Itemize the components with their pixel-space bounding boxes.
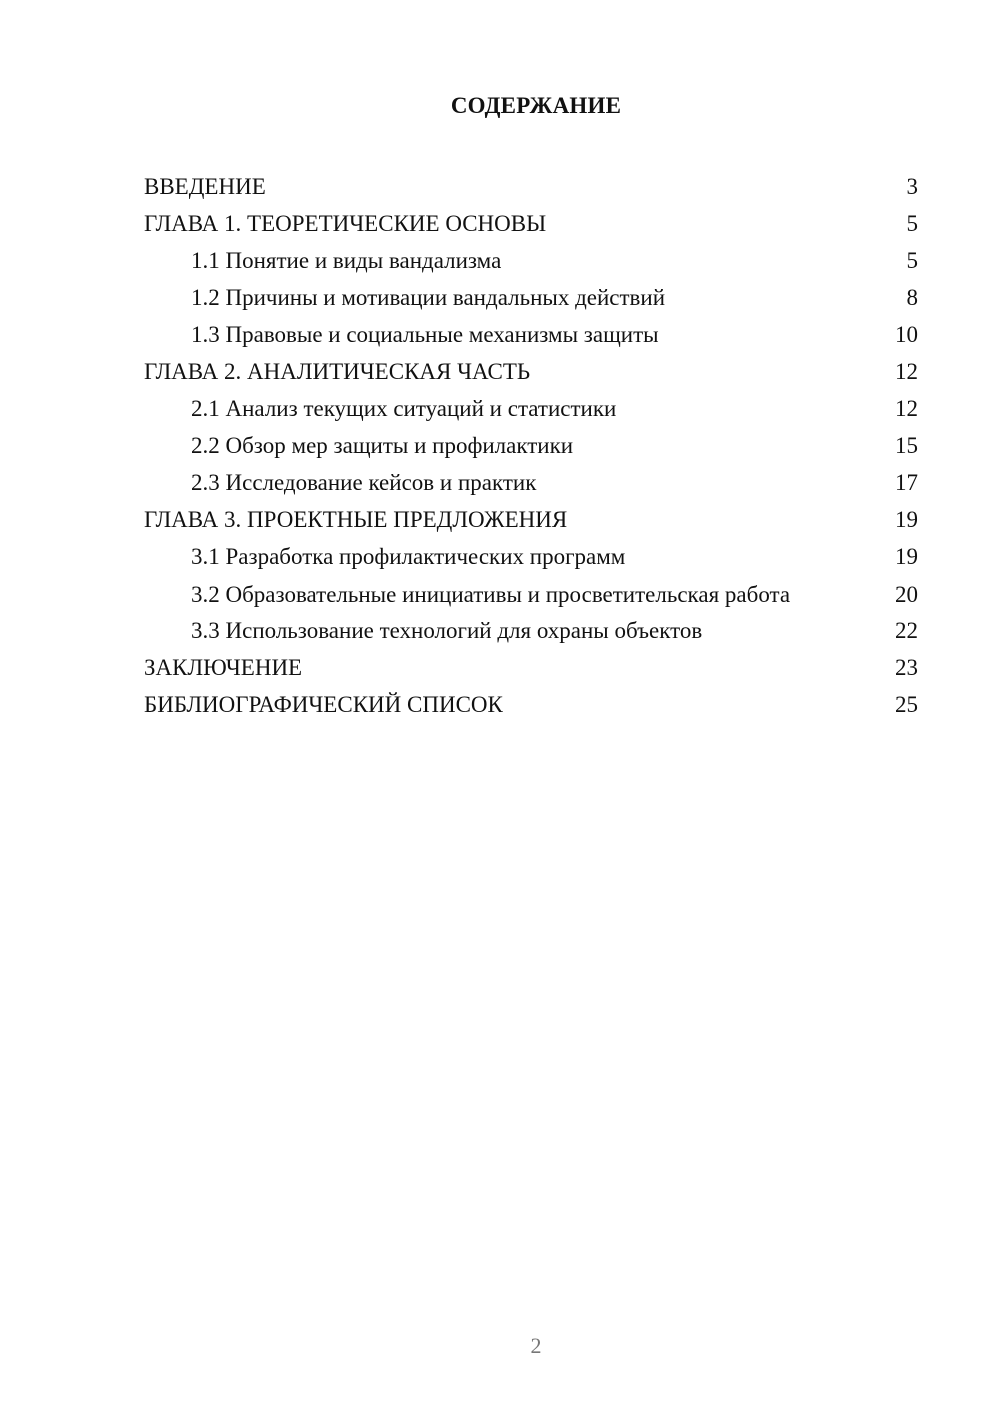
toc-entry-label: ГЛАВА 2. АНАЛИТИЧЕСКАЯ ЧАСТЬ — [144, 359, 531, 384]
toc-entry-label: 1.1 Понятие и виды вандализма — [191, 248, 502, 273]
toc-entry-label: 3.2 Образовательные инициативы и просветительская работа — [191, 582, 791, 607]
toc-entry-section-1-3 — [144, 316, 918, 353]
toc-entry-section-1-1 — [144, 242, 918, 279]
toc-entry-label: 1.3 Правовые и социальные механизмы защиты — [191, 322, 659, 347]
toc-entry-section-3-3 — [144, 612, 918, 649]
toc-entry-page: 23 — [895, 655, 918, 680]
toc-entry-conclusion — [144, 649, 918, 686]
toc-entry-chapter-1 — [144, 205, 918, 242]
toc-entry-page: 15 — [895, 433, 918, 458]
toc-entry-introduction — [144, 168, 918, 205]
toc-entry-page: 20 — [895, 582, 918, 607]
toc-entry-label: БИБЛИОГРАФИЧЕСКИЙ СПИСОК — [144, 692, 503, 717]
toc-entry-section-3-1 — [144, 538, 918, 575]
toc-entry-bibliography — [144, 686, 918, 723]
toc-entry-label: 3.3 Использование технологий для охраны объектов — [191, 618, 703, 643]
toc-entry-page: 19 — [895, 544, 918, 569]
page-number: 2 — [530, 1333, 542, 1358]
toc-entry-section-2-2 — [144, 427, 918, 464]
toc-entry-page: 12 — [895, 359, 918, 384]
toc-entry-label: 2.2 Обзор мер защиты и профилактики — [191, 433, 574, 458]
toc-entry-section-1-2 — [144, 279, 918, 316]
toc-entry-page: 3 — [906, 174, 918, 199]
toc-entry-label: 2.3 Исследование кейсов и практик — [191, 470, 537, 495]
toc-entry-label: ГЛАВА 3. ПРОЕКТНЫЕ ПРЕДЛОЖЕНИЯ — [144, 507, 568, 532]
toc-entry-chapter-2 — [144, 353, 918, 390]
toc-entry-page: 19 — [895, 507, 918, 532]
table-of-contents — [144, 168, 918, 723]
toc-entry-label: 2.1 Анализ текущих ситуаций и статистики — [191, 396, 617, 421]
toc-entry-label: ГЛАВА 1. ТЕОРЕТИЧЕСКИЕ ОСНОВЫ — [144, 211, 547, 236]
toc-entry-page: 8 — [906, 285, 918, 310]
toc-entry-label: 3.1 Разработка профилактических программ — [191, 544, 626, 569]
toc-entry-label: ЗАКЛЮЧЕНИЕ — [144, 655, 303, 680]
toc-entry-page: 22 — [895, 618, 918, 643]
toc-entry-page: 17 — [895, 470, 918, 495]
toc-entry-label: ВВЕДЕНИЕ — [144, 174, 266, 199]
toc-entry-page: 25 — [895, 692, 918, 717]
toc-entry-page: 5 — [906, 211, 918, 236]
toc-entry-page: 10 — [895, 322, 918, 347]
toc-entry-chapter-3 — [144, 501, 918, 538]
toc-entry-label: 1.2 Причины и мотивации вандальных действий — [191, 285, 666, 310]
toc-title: СОДЕРЖАНИЕ — [450, 93, 622, 118]
toc-entry-section-2-1 — [144, 390, 918, 427]
toc-entry-section-2-3 — [144, 464, 918, 501]
toc-entry-page: 12 — [895, 396, 918, 421]
toc-entry-page: 5 — [906, 248, 918, 273]
toc-entry-section-3-2 — [144, 575, 918, 612]
